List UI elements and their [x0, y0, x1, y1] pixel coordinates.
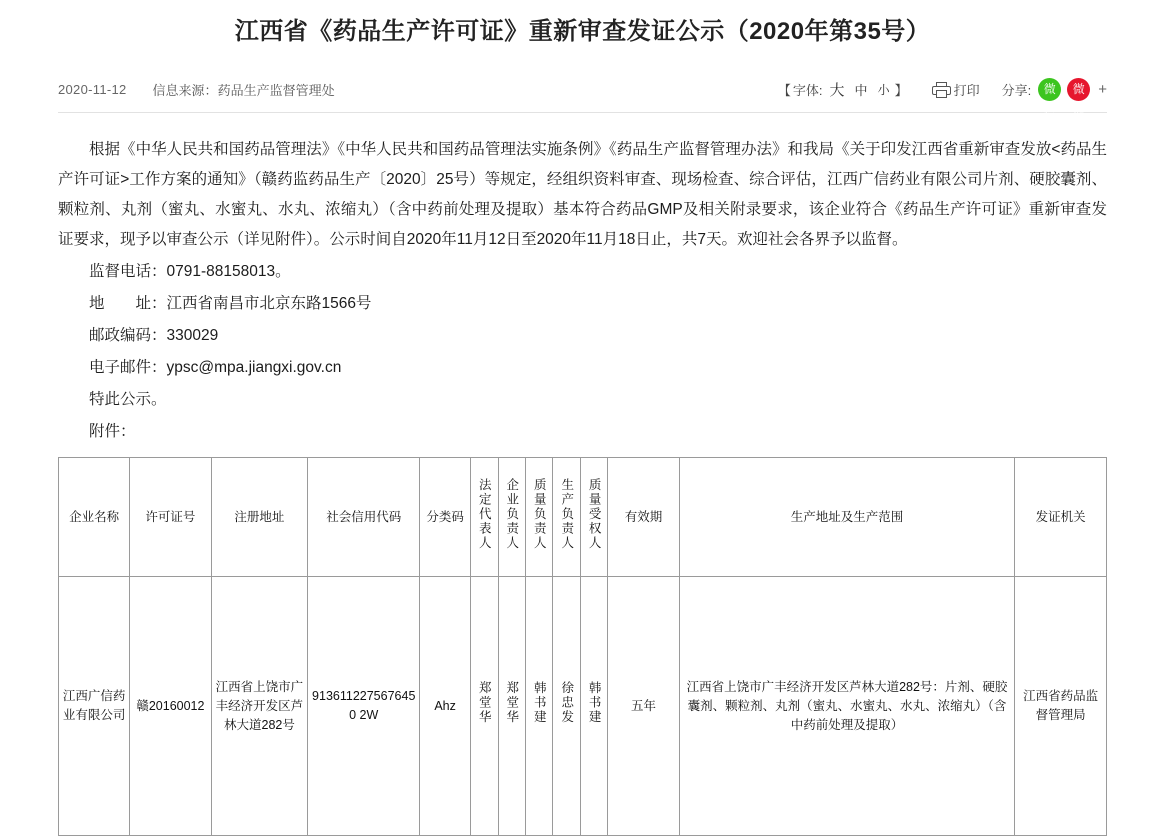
th-quality-authorized-label: 质量受权人 — [587, 477, 602, 551]
table-row — [59, 577, 1107, 836]
th-issuing-authority-label: 发证机关 — [1035, 509, 1086, 524]
notice-closing: 特此公示。 — [89, 391, 167, 408]
td-prod-address-scope: 江西省上饶市广丰经济开发区芦林大道282号：片剂、硬胶囊剂、颗粒剂、丸剂（蜜丸、水蜜丸、水丸、浓缩丸）（含中药前处理及提取） — [679, 577, 1015, 836]
td-production-head-text: 徐忠发 — [559, 681, 574, 725]
article-meta-bar — [58, 76, 1107, 119]
office-address: 地 址：江西省南昌市北京东路1566号 — [89, 295, 372, 312]
th-quality-authorized — [580, 458, 607, 577]
th-company — [59, 458, 130, 577]
more-share-icon[interactable]: + — [1098, 80, 1107, 98]
share-label: 分享: — [1001, 82, 1032, 98]
font-size-large-button[interactable]: 大 — [829, 81, 845, 99]
td-valid-period: 五年 — [608, 577, 679, 836]
article-body — [58, 135, 1107, 447]
td-quality-head-text: 韩书建 — [532, 681, 547, 725]
font-size-label: 字体: — [792, 82, 823, 98]
print-label: 打印 — [953, 82, 980, 98]
th-enterprise-head-label: 企业负责人 — [504, 477, 519, 551]
th-license-no — [130, 458, 211, 577]
email-address: 电子邮件：ypsc@mpa.jiangxi.gov.cn — [89, 359, 342, 376]
weibo-glyph: 微博 — [1072, 81, 1085, 119]
publish-date: 2020-11-12 — [58, 81, 127, 97]
td-quality-head — [525, 577, 552, 836]
bracket-open: 【 — [777, 82, 791, 98]
print-button[interactable] — [932, 80, 980, 99]
attachment-table-wrap — [58, 457, 1107, 836]
td-license-no: 赣20160012 — [130, 577, 211, 836]
th-category-code-label: 分类码 — [426, 509, 464, 524]
meta-right — [777, 78, 1107, 119]
td-quality-authorized-text: 韩书建 — [587, 681, 602, 725]
font-size-small-button[interactable]: 小 — [877, 82, 890, 97]
th-quality-head — [525, 458, 552, 577]
th-category-code — [420, 458, 471, 577]
th-quality-head-label: 质量负责人 — [532, 477, 547, 551]
td-category-code: Ahz — [420, 577, 471, 836]
th-prod-address-scope — [679, 458, 1015, 577]
font-size-control — [778, 79, 908, 100]
th-credit-code — [308, 458, 420, 577]
source-label — [153, 80, 335, 99]
th-legal-rep — [471, 458, 498, 577]
paragraph-main: 根据《中华人民共和国药品管理法》《中华人民共和国药品管理法实施条例》《药品生产监督管理办法》和我局《关于印发江西省重新审查发放<药品生产许可证>工作方案的通知》（赣药监药品生产〔2020〕25号）等规定，经组织资料审查、现场检查、综合评估，江西广信药业有限公司片剂、硬胶囊剂、颗粒剂、丸剂（蜜丸、水蜜丸、水丸、浓缩丸）（含中药前处理及提取）基本符合药品GMP及相关附录要求，该企业符合《药品生产许可证》重新审查发证要求，现予以审查公示（详见附件）。公示时间自2020年11月12日至2020年11月18日止，共7天。欢迎社会各界予以监督。 — [58, 141, 1107, 248]
td-issuing-authority: 江西省药品监督管理局 — [1015, 577, 1107, 836]
th-valid-period — [608, 458, 679, 577]
th-reg-address — [211, 458, 308, 577]
th-company-label: 企业名称 — [69, 509, 120, 524]
supervision-phone: 监督电话：0791-88158013。 — [89, 263, 291, 280]
td-legal-rep-text: 郑堂华 — [477, 681, 492, 725]
th-reg-address-label: 注册地址 — [234, 509, 285, 524]
source-value: 药品生产监督管理处 — [217, 82, 335, 98]
th-prod-address-scope-label: 生产地址及生产范围 — [790, 509, 904, 524]
table-header-row — [59, 458, 1107, 577]
attachment-label: 附件： — [89, 423, 136, 440]
th-license-no-label: 许可证号 — [145, 509, 196, 524]
th-production-head-label: 生产负责人 — [559, 477, 574, 551]
td-production-head — [553, 577, 580, 836]
th-issuing-authority — [1015, 458, 1107, 577]
td-legal-rep — [471, 577, 498, 836]
th-valid-period-label: 有效期 — [624, 509, 663, 524]
postal-code: 邮政编码：330029 — [89, 327, 219, 344]
th-enterprise-head — [498, 458, 525, 577]
td-quality-authorized — [580, 577, 607, 836]
meta-left — [58, 80, 335, 99]
license-table — [58, 457, 1107, 836]
td-reg-address: 江西省上饶市广丰经济开发区芦林大道282号 — [211, 577, 308, 836]
source-label-text: 信息来源： — [152, 82, 218, 98]
td-company: 江西广信药业有限公司 — [59, 577, 130, 836]
title-bar — [0, 0, 1165, 62]
th-legal-rep-label: 法定代表人 — [477, 477, 492, 551]
bracket-close: 】 — [894, 82, 908, 98]
page-title: 江西省《药品生产许可证》重新审查发证公示（2020年第35号） — [234, 18, 931, 45]
share-group — [1001, 78, 1107, 119]
weibo-share-icon[interactable] — [1067, 78, 1090, 119]
wechat-share-icon[interactable] — [1038, 78, 1061, 119]
th-credit-code-label: 社会信用代码 — [326, 509, 402, 524]
th-production-head — [553, 458, 580, 577]
td-enterprise-head — [498, 577, 525, 836]
wechat-glyph: 微信 — [1043, 81, 1056, 119]
font-size-medium-button[interactable]: 中 — [854, 82, 868, 98]
printer-icon — [932, 82, 949, 96]
td-enterprise-head-text: 郑堂华 — [504, 681, 519, 725]
td-credit-code: 9136112275676450 2W — [308, 577, 420, 836]
